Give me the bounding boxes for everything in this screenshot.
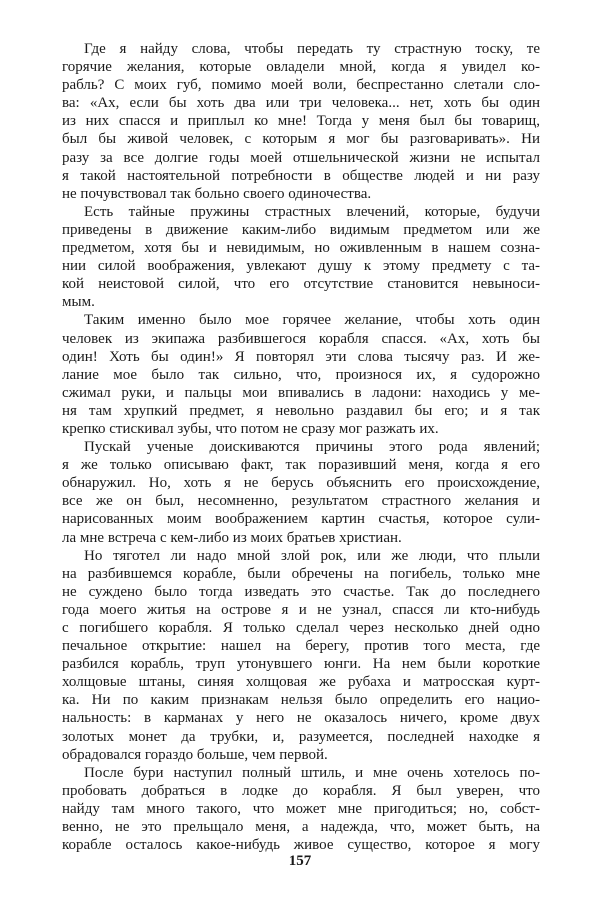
text-line: предметом, хотя бы и невидимым, но оживленным в нашем созна-: [62, 240, 540, 257]
text-line: нарисованных моим воображением картин счастья, которое сули-: [62, 511, 540, 528]
text-line: на разбившемся корабле, были обречены на погибель, только мне: [62, 565, 540, 582]
text-line: крепко стискивал зубы, что потом не сразу мог разжать их.: [62, 420, 439, 437]
text-line: приведены в движение каким-либо видимым предметом или же: [62, 221, 540, 238]
paragraph: [62, 203, 540, 312]
text-line: человек из экипажа разбившегося корабля спасся. «Ах, хоть бы: [62, 330, 540, 347]
text-line: ла мне встреча с кем-либо из моих братьев христиан.: [62, 529, 402, 546]
text-line: печальное открытие: нашел на берегу, против того места, где: [62, 638, 540, 655]
text-line: Пускай ученые доискиваются причины этого рода явлений;: [84, 439, 540, 456]
paragraph: [62, 547, 540, 764]
paragraph: [62, 438, 540, 547]
text-line: обнаружил. Но, хоть я не берусь объяснить его происхождение,: [62, 475, 540, 492]
text-line: нальность: в карманах у него не оказалось ничего, кроме двух: [62, 710, 540, 727]
text-line: года моего житья на острове я и не узнал, спасся ли кто-нибудь: [62, 601, 540, 618]
text-line: ка. Ни по каким признакам нельзя было определить его нацио-: [62, 692, 540, 709]
text-line: Но тяготел ли надо мной злой рок, или же люди, что плыли: [84, 547, 540, 564]
text-line: сжимал руки, и пальцы мои впивались в ладони: находись у ме-: [62, 384, 540, 401]
text-line: золотых монет да трубки, и, разумеется, последней находке я: [62, 728, 540, 745]
text-line: Таким именно было мое горячее желание, чтобы хоть один: [84, 312, 540, 329]
text-line: нии силой воображения, увлекают душу к этому предмету с та-: [62, 258, 540, 275]
text-line: обрадовался гораздо больше, чем первой.: [62, 746, 328, 763]
paragraph: [62, 311, 540, 438]
text-line: ва: «Ах, если бы хоть два или три человека... нет, хоть бы один: [62, 95, 540, 112]
text-line: не почувствовал так больно своего одиночества.: [62, 185, 372, 202]
text-line: Есть тайные пружины страстных влечений, которые, будучи: [84, 203, 540, 220]
paragraph: [62, 40, 540, 203]
text-line: я такой настоятельной потребности в обществе людей и ни разу: [62, 167, 540, 184]
text-line: был бы живой человек, с которым я мог бы разговаривать». Ни: [62, 131, 540, 148]
text-line: холщовые штаны, синяя холщовая же рубаха и матросская курт-: [62, 674, 540, 691]
text-line: все же он был, несомненно, результатом страстного желания и: [62, 493, 540, 510]
text-line: корабле осталось какое-нибудь живое существо, которое я могу: [62, 837, 540, 854]
text-line: не суждено было тогда изведать это счастье. Так до последнего: [62, 583, 540, 600]
text-line: найду там много такого, что может мне пригодиться; но, собст-: [62, 800, 540, 817]
text-line: Где я найду слова, чтобы передать ту страстную тоску, те: [84, 41, 540, 57]
text-line: венно, не это прельщало меня, а надежда, что, может быть, на: [62, 819, 540, 836]
book-page-text: [62, 40, 540, 854]
text-line: из них спасся и приплыл ко мне! Тогда у меня был бы товарищ,: [62, 113, 540, 130]
text-line: один! Хоть бы один!» Я повторял эти слова тысячу раз. И же-: [62, 348, 540, 365]
text-line: с погибшего корабля. Я только сделал через несколько дней одно: [62, 620, 540, 636]
page-number: 157: [288, 853, 312, 869]
text-line: мым.: [62, 294, 95, 311]
text-line: кой неистовой силой, что его отсутствие становится невыноси-: [62, 276, 540, 293]
text-line: ня там хрупкий предмет, я невольно раздавил бы его; и я так: [62, 402, 540, 419]
text-line: рабль? С моих губ, помимо моей воли, беспрестанно слетали сло-: [62, 77, 540, 94]
text-line: я же только описываю факт, так поразивший меня, когда я его: [62, 457, 540, 474]
text-line: разу за все долгие годы моей отшельнической жизни не испытал: [62, 149, 540, 166]
text-line: разбился корабль, труп утонувшего юнги. На нем были короткие: [62, 656, 540, 673]
paragraph: [62, 764, 540, 854]
text-line: лание мое было так сильно, что, произнося их, я судорожно: [62, 366, 540, 383]
text-line: горячие желания, которые овладели мной, когда я увидел ко-: [62, 59, 540, 76]
text-line: пробовать добраться в лодке до корабля. Я был уверен, что: [62, 782, 540, 799]
text-line: После бури наступил полный штиль, и мне очень хотелось по-: [84, 764, 540, 781]
